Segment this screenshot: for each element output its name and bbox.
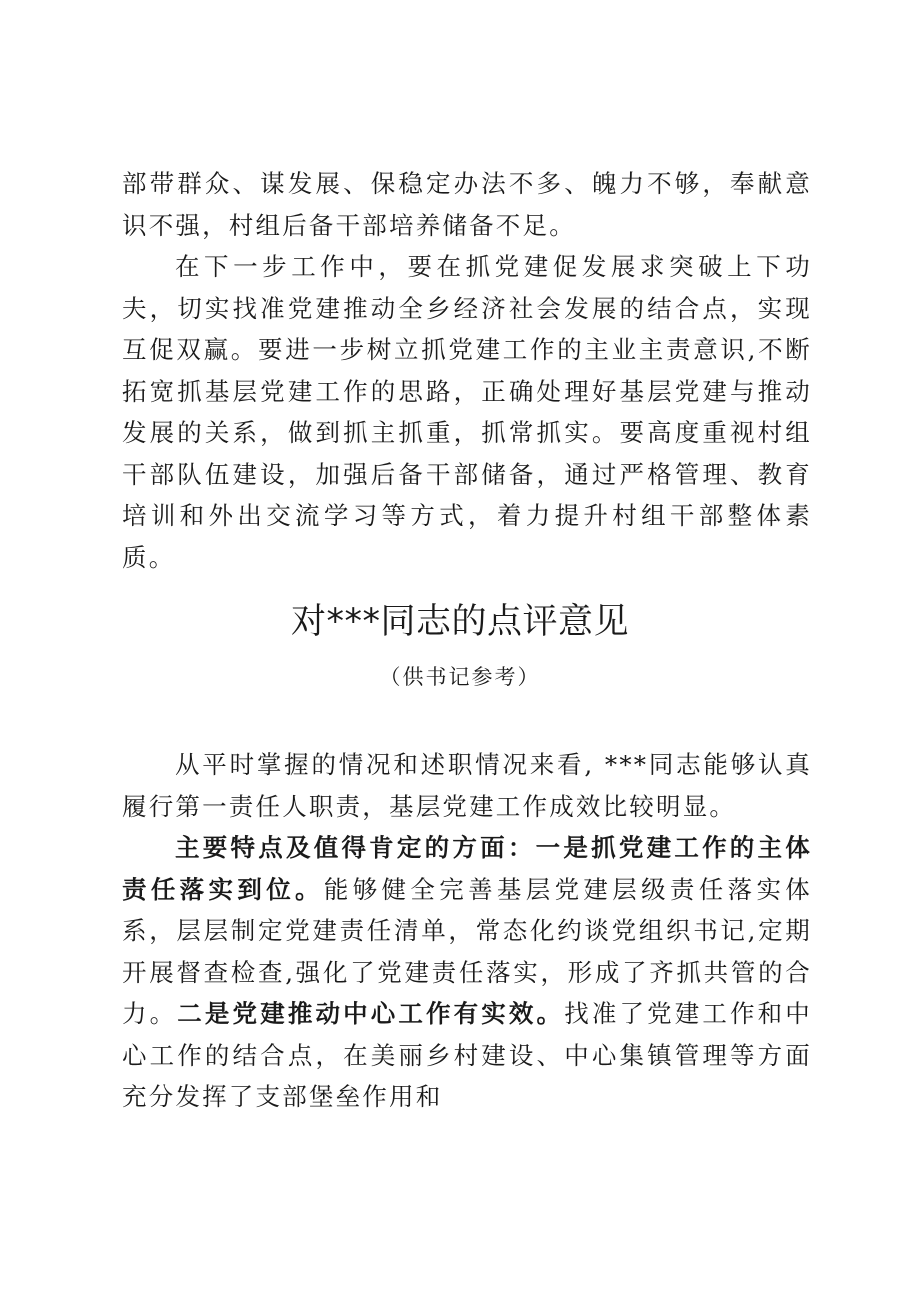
highlights-paragraph bbox=[122, 827, 812, 1118]
body-paragraph-continuation: 部带群众、谋发展、保稳定办法不多、魄力不够，奉献意识不强，村组后备干部培养储备不足。 bbox=[122, 169, 812, 240]
body-paragraph-next-steps: 在下一步工作中，要在抓党建促发展求突破上下功夫，切实找准党建推动全乡经济社会发展的结合点，实现互促双赢。要进一步树立抓党建工作的主业主责意识,不断拓宽抓基层党建工作的思路，正确处理好基层党建与推动发展的关系，做到抓主抓重，抓常抓实。要高度重视村组干部队伍建设，加强后备干部储备，通过严格管理、教育培训和外出交流学习等方式，着力提升村组干部整体素质。 bbox=[122, 252, 812, 572]
highlights-lead-bold: 主要特点及值得肯定的方面：一是抓党建工作的主体责任落实到位。 bbox=[122, 833, 812, 904]
intro-section bbox=[122, 163, 812, 578]
highlights-text-1: 能够健全完善基层党建层级责任落实体系，层层制定党建责任清单，常态化约谈党组织书记,定期开展督查检查,强化了党建责任落实，形成了齐抓共管的合力。 bbox=[122, 874, 812, 1028]
comment-opening-paragraph: 从平时掌握的情况和述职情况来看, ***同志能够认真履行第一责任人职责，基层党建工作成效比较明显。 bbox=[122, 750, 812, 821]
comment-section bbox=[122, 744, 812, 1118]
highlights-text-2: 找准了党建工作和中心工作的结合点，在美丽乡村建设、中心集镇管理等方面充分发挥了支部堡垒作用和 bbox=[122, 999, 812, 1111]
highlights-bold-2: 二是党建推动中心工作有实效。 bbox=[177, 999, 565, 1028]
section-title: 对***同志的点评意见 bbox=[290, 602, 629, 642]
section-subtitle: （供书记参考） bbox=[379, 665, 541, 689]
